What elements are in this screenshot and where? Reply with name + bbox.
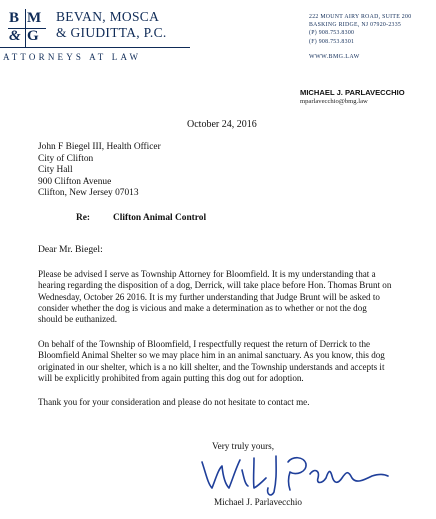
paragraph-line: Bloomfield Animal Shelter so we may place him in an animal sanctuary. As you know, this dog	[38, 350, 385, 361]
address-line-fax: (F) 908.753.8301	[309, 38, 355, 45]
signer-name: Michael J. Parlavecchio	[214, 497, 303, 507]
recipient-line: John F Biegel III, Health Officer	[38, 142, 161, 152]
firm-website-link[interactable]: WWW.BMG.LAW	[309, 54, 360, 60]
paragraph-line: should be euthanized.	[38, 314, 118, 325]
body-paragraph-1	[38, 269, 423, 325]
recipient-line: City Hall	[38, 165, 73, 176]
paragraph-line: Please be advised I serve as Township Attorney for Bloomfield. It is my understanding that a	[38, 269, 376, 279]
paragraph-line: On behalf of the Township of Bloomfield, I respectfully request the return of Derrick to the	[38, 339, 371, 349]
recipient-line: Clifton, New Jersey 07013	[38, 188, 139, 199]
paragraph-line: will be explicitly prohibited from again putting this dog out for adoption.	[38, 372, 304, 383]
logo-letter-b: B	[9, 10, 20, 26]
subject-text: Clifton Animal Control	[113, 213, 207, 223]
firm-tagline: ATTORNEYS AT LAW	[3, 52, 142, 62]
recipient-line: 900 Clifton Avenue	[38, 176, 112, 187]
logo-ampersand: &	[9, 28, 21, 44]
sender-email-link[interactable]: mparlavecchio@bmg.law	[300, 98, 368, 105]
body-paragraph-2	[38, 339, 423, 384]
logo-letter-m: M	[27, 10, 42, 26]
firm-address	[309, 13, 434, 46]
address-line-street: 222 MOUNT AIRY ROAD, SUITE 200	[309, 14, 412, 20]
paragraph-line: Thank you for your consideration and please do not hesitate to contact me.	[38, 397, 310, 407]
firm-name-line-1: BEVAN, MOSCA	[56, 9, 160, 24]
firm-name-line-2: & GIUDITTA, P.C.	[56, 25, 167, 40]
body-paragraph-3	[38, 397, 423, 408]
recipient-address-block	[38, 142, 161, 200]
letter-date: October 24, 2016	[187, 119, 257, 130]
salutation: Dear Mr. Biegel:	[38, 244, 103, 255]
paragraph-line: hearing regarding the disposition of a dog, Derrick, will take place before Hon. Thomas Brunt on	[38, 280, 392, 291]
firm-logo	[8, 9, 46, 47]
logo-letter-g: G	[27, 28, 39, 44]
handwritten-signature	[196, 448, 392, 500]
paragraph-line: consider whether the dog is vicious and make a determination as to whether or not the dog	[38, 302, 367, 313]
subject-label: Re:	[76, 213, 91, 223]
paragraph-line: originated in our shelter, which is a no kill shelter, and the Township understands and accepts it	[38, 361, 385, 372]
address-line-phone: (P) 908.753.8300	[309, 30, 355, 37]
firm-name	[56, 9, 186, 41]
recipient-line: City of Clifton	[38, 153, 94, 164]
closing: Very truly yours,	[212, 441, 275, 451]
sender-name: MICHAEL J. PARLAVECCHIO	[300, 88, 405, 97]
address-line-city: BASKING RIDGE, NJ 07920-2335	[309, 22, 402, 29]
paragraph-line: Wednesday, October 26 2016. It is my further understanding that Judge Brunt will be asked to	[38, 291, 380, 302]
letterhead-divider	[0, 47, 190, 48]
subject-line	[76, 213, 206, 223]
